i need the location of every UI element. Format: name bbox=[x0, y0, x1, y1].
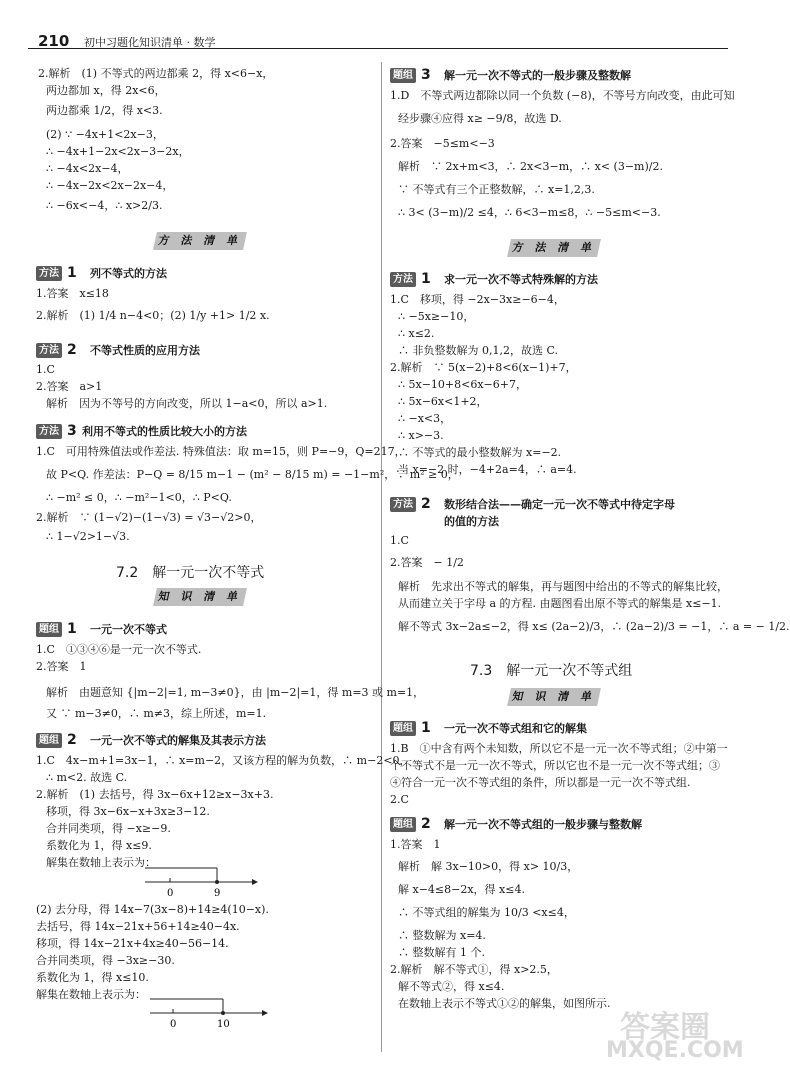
right-line: 1.C 移项，得 −2x−3x≥−6−4， bbox=[390, 293, 565, 306]
left-line: ∴ −m² ≤ 0，∴ −m²−1<0，∴ P<Q. bbox=[46, 491, 232, 504]
group-number: 2 bbox=[421, 816, 431, 832]
left-line: 合并同类项，得 −3x≥−30. bbox=[36, 954, 175, 967]
group-number: 3 bbox=[421, 67, 431, 83]
right-line: ∴ −5x≥−10， bbox=[398, 310, 475, 323]
right-line: ∴ 5x−6x<1+2， bbox=[398, 395, 488, 408]
watermark-url: MXQE.COM bbox=[606, 1038, 744, 1063]
left-line: 2.解析 ∵ (1−√2)−(1−√3) = √3−√2>0， bbox=[36, 511, 262, 524]
right-line: 从而建立关于字母 a 的方程. 由题图看出原不等式的解集是 x≤−1. bbox=[398, 597, 722, 610]
knowledge-banner: 知 识 清 单 bbox=[507, 688, 601, 706]
method-tag: 方法 bbox=[36, 343, 62, 358]
book-title: 初中习题化知识清单 · 数学 bbox=[84, 36, 216, 49]
group-title: 一元一次不等式 bbox=[90, 623, 167, 636]
left-line: ∴ −6x<−4，∴ x>2/3. bbox=[46, 199, 163, 212]
left-line: ∴ 1−√2>1−√3. bbox=[46, 530, 130, 543]
right-line: ∴ x≤2. bbox=[398, 327, 435, 340]
group-number: 1 bbox=[67, 621, 77, 637]
right-line: ∴ 整数解有 1 个. bbox=[398, 946, 485, 959]
left-line: 又 ∵ m−3≠0，∴ m≠3，综上所述，m=1. bbox=[46, 707, 267, 720]
left-line: 2.答案 a>1 bbox=[36, 380, 103, 393]
right-line: 1.C bbox=[390, 534, 409, 547]
group-tag: 题组 bbox=[390, 68, 416, 83]
left-line: (2) 去分母，得 14x−7(3x−8)+14≥4(10−x). bbox=[36, 903, 269, 916]
group-tag: 题组 bbox=[390, 817, 416, 832]
left-line: 移项，得 14x−21x+4x≥40−56−14. bbox=[36, 937, 229, 950]
page-number: 210 bbox=[38, 32, 70, 50]
right-line: 解不等式 3x−2a≤−2，得 x≤ (2a−2)/3，∴ (2a−2)/3 = −1，∴ a = − 1/2. bbox=[398, 620, 790, 633]
group-number: 1 bbox=[421, 720, 431, 736]
right-line: 解析 ∵ 2x+m<3，∴ 2x<3−m，∴ x< (3−m)/2. bbox=[398, 160, 663, 173]
left-line: 2.答案 1 bbox=[36, 660, 87, 673]
right-line: 解 x−4≤8−2x，得 x≤4. bbox=[398, 883, 525, 896]
left-line: 解析 由题意知 {|m−2|=1, m−3≠0}，由 |m−2|=1，得 m=3 或 m=1， bbox=[46, 686, 425, 699]
group-title: 解一元一次不等式组的一般步骤与整数解 bbox=[444, 818, 642, 831]
watermark-logo: 答案圈 bbox=[620, 1010, 710, 1045]
group-tag: 题组 bbox=[36, 622, 62, 637]
knowledge-banner: 知 识 清 单 bbox=[153, 588, 247, 606]
number-line-2 bbox=[145, 995, 270, 1031]
left-line: 2.解析 (1) 1/4 n−4<0；(2) 1/y +1> 1/2 x. bbox=[36, 309, 270, 322]
method-number: 1 bbox=[67, 265, 77, 281]
method-banner: 方 法 清 单 bbox=[507, 239, 601, 257]
method-tag: 方法 bbox=[390, 272, 416, 287]
right-line: ∴ 不等式的最小整数解为 x=−2. bbox=[398, 446, 562, 459]
right-line: 1.B ①中含有两个未知数，所以它不是一元一次不等式组；②中第一 bbox=[390, 742, 728, 755]
left-line: 两边都乘 1/2，得 x<3. bbox=[46, 104, 163, 117]
right-line: 2.答案 −5≤m<−3 bbox=[390, 137, 495, 150]
right-line: ∴ 整数解为 x=4. bbox=[398, 929, 486, 942]
left-line: (2) ∵ −4x+1<2x−3， bbox=[46, 128, 164, 141]
left-line: 2.解析 (1) 不等式的两边都乘 2，得 x<6−x， bbox=[38, 67, 274, 80]
right-line: ∴ 非负整数解为 0,1,2，故选 C. bbox=[398, 344, 558, 357]
method-title: 数形结合法——确定一元一次不等式中待定字母 bbox=[444, 498, 675, 511]
left-line: 解集在数轴上表示为： bbox=[46, 856, 156, 869]
section-heading: 7.2 解一元一次不等式 bbox=[116, 565, 265, 581]
method-title: 列不等式的方法 bbox=[90, 267, 167, 280]
left-line: ∴ m<2. 故选 C. bbox=[46, 771, 128, 784]
right-line: 2.解析 解不等式①，得 x>2.5， bbox=[390, 963, 558, 976]
right-line: 在数轴上表示不等式①②的解集，如图所示. bbox=[398, 997, 611, 1010]
left-line: 1.C 可用特殊值法或作差法. 特殊值法：取 m=15，则 P=−9，Q=217， bbox=[36, 445, 406, 458]
right-line: ∴ 5x−10+8<6x−6+7， bbox=[398, 378, 527, 391]
right-line: 2.解析 ∵ 5(x−2)+8<6(x−1)+7， bbox=[390, 361, 577, 374]
right-line: 2.答案 − 1/2 bbox=[390, 556, 464, 569]
left-line: 两边都加 x，得 2x<6， bbox=[46, 84, 166, 97]
method-number: 2 bbox=[67, 342, 77, 358]
method-title: 不等式性质的应用方法 bbox=[90, 344, 200, 357]
group-title: 解一元一次不等式的一般步骤及整数解 bbox=[444, 69, 631, 82]
method-title: 利用不等式的性质比较大小的方法 bbox=[82, 425, 247, 438]
group-title: 一元一次不等式组和它的解集 bbox=[444, 722, 587, 735]
right-line: ∴ 不等式组的解集为 10/3 <x≤4， bbox=[398, 906, 575, 919]
left-line: ∴ −4x+1−2x<2x−3−2x， bbox=[46, 145, 190, 158]
left-line: 1.答案 x≤18 bbox=[36, 287, 109, 300]
left-line: 1.C 4x−m+1=3x−1，∴ x=m−2，又该方程的解为负数，∴ m−2<0， bbox=[36, 754, 411, 767]
left-line: ∴ −4x−2x<2x−2x−4， bbox=[46, 179, 174, 192]
number-line-1 bbox=[140, 864, 260, 900]
method-tag: 方法 bbox=[36, 266, 62, 281]
number-line-label: 10 bbox=[217, 1019, 230, 1030]
right-line: 当 x=−2 时，−4+2a=4，∴ a=4. bbox=[398, 463, 577, 476]
method-banner: 方 法 清 单 bbox=[153, 232, 247, 250]
left-line: 2.解析 (1) 去括号，得 3x−6x+12≥x−3x+3. bbox=[36, 788, 274, 801]
column-divider bbox=[381, 62, 382, 1052]
right-line: 解析 先求出不等式的解集，再与题图中给出的不等式的解集比较， bbox=[398, 580, 728, 593]
left-line: 1.C bbox=[36, 363, 55, 376]
left-line: 合并同类项，得 −x≥−9. bbox=[46, 822, 171, 835]
group-title: 一元一次不等式的解集及其表示方法 bbox=[90, 734, 266, 747]
right-line: 个不等式不是一元一次不等式，所以它也不是一元一次不等式组；③ bbox=[390, 759, 720, 772]
left-line: 系数化为 1，得 x≤10. bbox=[36, 971, 149, 984]
section-heading: 7.3 解一元一次不等式组 bbox=[470, 663, 633, 679]
right-line: 经步骤④应得 x≥ −9/8，故选 D. bbox=[398, 112, 562, 125]
right-line: 解析 解 3x−10>0，得 x> 10/3， bbox=[398, 860, 579, 873]
method-number: 1 bbox=[421, 271, 431, 287]
left-line: 系数化为 1，得 x≤9. bbox=[46, 839, 152, 852]
left-line: 去括号，得 14x−21x+56+14≥40−4x. bbox=[36, 920, 240, 933]
method-title-continued: 的值的方法 bbox=[444, 515, 499, 528]
left-line: 解析 因为不等号的方向改变，所以 1−a<0，所以 a>1. bbox=[46, 397, 328, 410]
right-line: 1.答案 1 bbox=[390, 838, 441, 851]
method-title: 求一元一次不等式特殊解的方法 bbox=[444, 273, 598, 286]
right-line: ④符合一元一次不等式组的条件，所以都是一元一次不等式组. bbox=[390, 776, 691, 789]
right-line: 解不等式②，得 x≤4. bbox=[398, 980, 505, 993]
left-line: 故 P<Q. 作差法：P−Q = 8/15 m−1 − (m² − 8/15 m) = −1−m²，∵ m² ≥ 0， bbox=[46, 468, 459, 481]
left-line: ∴ −4x<2x−4， bbox=[46, 162, 129, 175]
number-line-label: 0 bbox=[167, 888, 174, 899]
left-line: 解集在数轴上表示为： bbox=[36, 988, 146, 1001]
group-tag: 题组 bbox=[36, 733, 62, 748]
right-line: 2.C bbox=[390, 793, 409, 806]
right-line: ∴ x>−3. bbox=[398, 429, 444, 442]
right-line: ∴ −x<3， bbox=[398, 412, 452, 425]
method-number: 2 bbox=[421, 496, 431, 512]
number-line-label: 9 bbox=[214, 888, 221, 899]
right-line: ∵ 不等式有三个正整数解，∴ x=1,2,3. bbox=[398, 183, 595, 196]
left-line: 1.C ①③④⑥是一元一次不等式. bbox=[36, 643, 202, 656]
group-tag: 题组 bbox=[390, 721, 416, 736]
right-line: 1.D 不等式两边都除以同一个负数 (−8)，不等号方向改变，由此可知 bbox=[390, 89, 735, 102]
right-line: ∴ 3< (3−m)/2 ≤4，∴ 6<3−m≤8，∴ −5≤m<−3. bbox=[398, 206, 661, 219]
method-tag: 方法 bbox=[390, 497, 416, 512]
method-tag: 方法 bbox=[36, 424, 62, 439]
left-line: 移项，得 3x−6x−x+3x≥3−12. bbox=[46, 805, 210, 818]
method-number: 3 bbox=[67, 423, 77, 439]
number-line-label: 0 bbox=[170, 1019, 177, 1030]
group-number: 2 bbox=[67, 732, 77, 748]
